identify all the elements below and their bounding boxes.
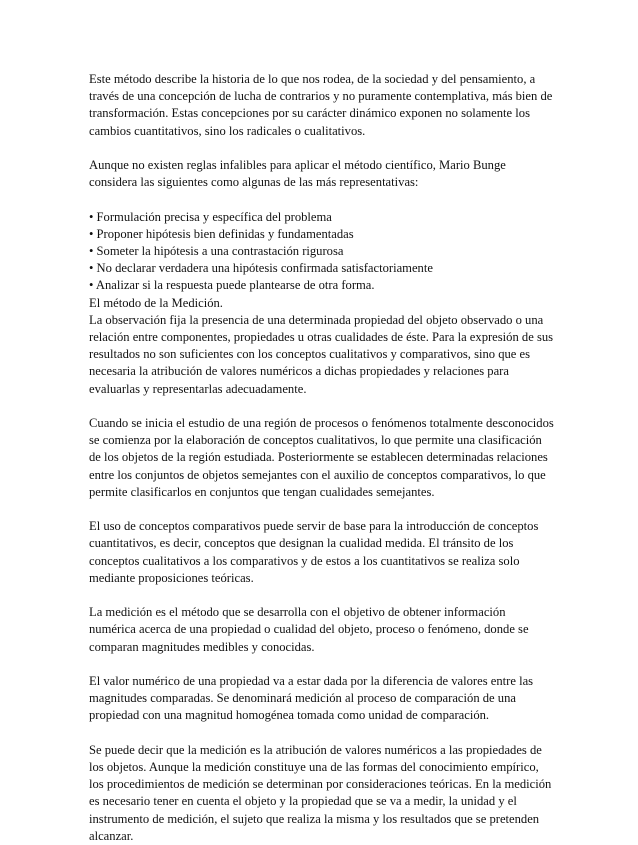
section-heading: El método de la Medición.	[89, 295, 223, 310]
list-item: • Analizar si la respuesta puede plantearse de otra forma.	[89, 278, 375, 293]
paragraph-comparative: El uso de conceptos comparativos puede servir de base para la introducción de conceptos cuantitativos, es decir, conceptos que designan la cualidad medida. El tránsito de los conceptos cualitativos a los comparativos y de estos a los cuantitativos se realiza solo mediante proposiciones teóricas.	[89, 519, 539, 585]
paragraph-measurement: La medición es el método que se desarrolla con el objetivo de obtener información numérica acerca de una propiedad o cualidad del objeto, proceso o fenómeno, donde se comparan magnitudes medibles y conocidas.	[89, 605, 529, 654]
paragraph-observation: La observación fija la presencia de una determinada propiedad del objeto observado o una relación entre componentes, propiedades u otras cualidades de éste. Para la expresión de sus resultados no son suficientes con los conceptos cualitativos y comparativos, sino que es necesaria la atribución de valores numéricos a dichas propiedades y relaciones para evaluarlas y representarlas adecuadamente.	[89, 312, 554, 396]
paragraph-conclusion: Se puede decir que la medición es la atribución de valores numéricos a las propiedades de los objetos. Aunque la medición constituye una de las formas del conocimiento empírico, los procedimientos de medición se determinan por consideraciones teóricas. En la medición es necesario tener en cuenta el objeto y la propiedad que se va a medir, la unidad y el instrumento de medición, el sujeto que realiza la misma y los resultados que se pretenden alcanzar.	[89, 742, 552, 843]
paragraph-intro: Este método describe la historia de lo que nos rodea, de la sociedad y del pensamiento, a través de una concepción de lucha de contrarios y no puramente contemplativa, más bien de transformación. Estas concepciones por su carácter dinámico exponen no solamente los cambios cuantitativos, sino los radicales o cualitativos.	[89, 72, 553, 138]
rules-list	[89, 209, 555, 295]
paragraph-numeric-value: El valor numérico de una propiedad va a estar dada por la diferencia de valores entre las magnitudes comparadas. Se denominará medición al proceso de comparación de una propiedad con una magnitud homogénea tomada como unidad de comparación.	[89, 674, 534, 723]
list-item: • Formulación precisa y específica del problema	[89, 209, 332, 224]
list-item: • Someter la hipótesis a una contrastación rigurosa	[89, 244, 344, 258]
paragraph-bunge: Aunque no existen reglas infalibles para aplicar el método científico, Mario Bunge considera las siguientes como algunas de las más representativas:	[89, 158, 506, 190]
list-item: • Proponer hipótesis bien definidas y fundamentadas	[89, 226, 354, 241]
list-item: • No declarar verdadera una hipótesis confirmada satisfactoriamente	[89, 261, 433, 276]
paragraph-study: Cuando se inicia el estudio de una región de procesos o fenómenos totalmente desconocidos se comienza por la elaboración de conceptos cualitativos, lo que permite una clasificación de los objetos de la región estudiada. Posteriormente se establecen determinadas relaciones entre los conjuntos de objetos semejantes con el auxilio de conceptos comparativos, lo que permite clasificarlos en conjuntos que tengan cualidades semejantes.	[89, 416, 554, 499]
document-page	[89, 71, 555, 845]
